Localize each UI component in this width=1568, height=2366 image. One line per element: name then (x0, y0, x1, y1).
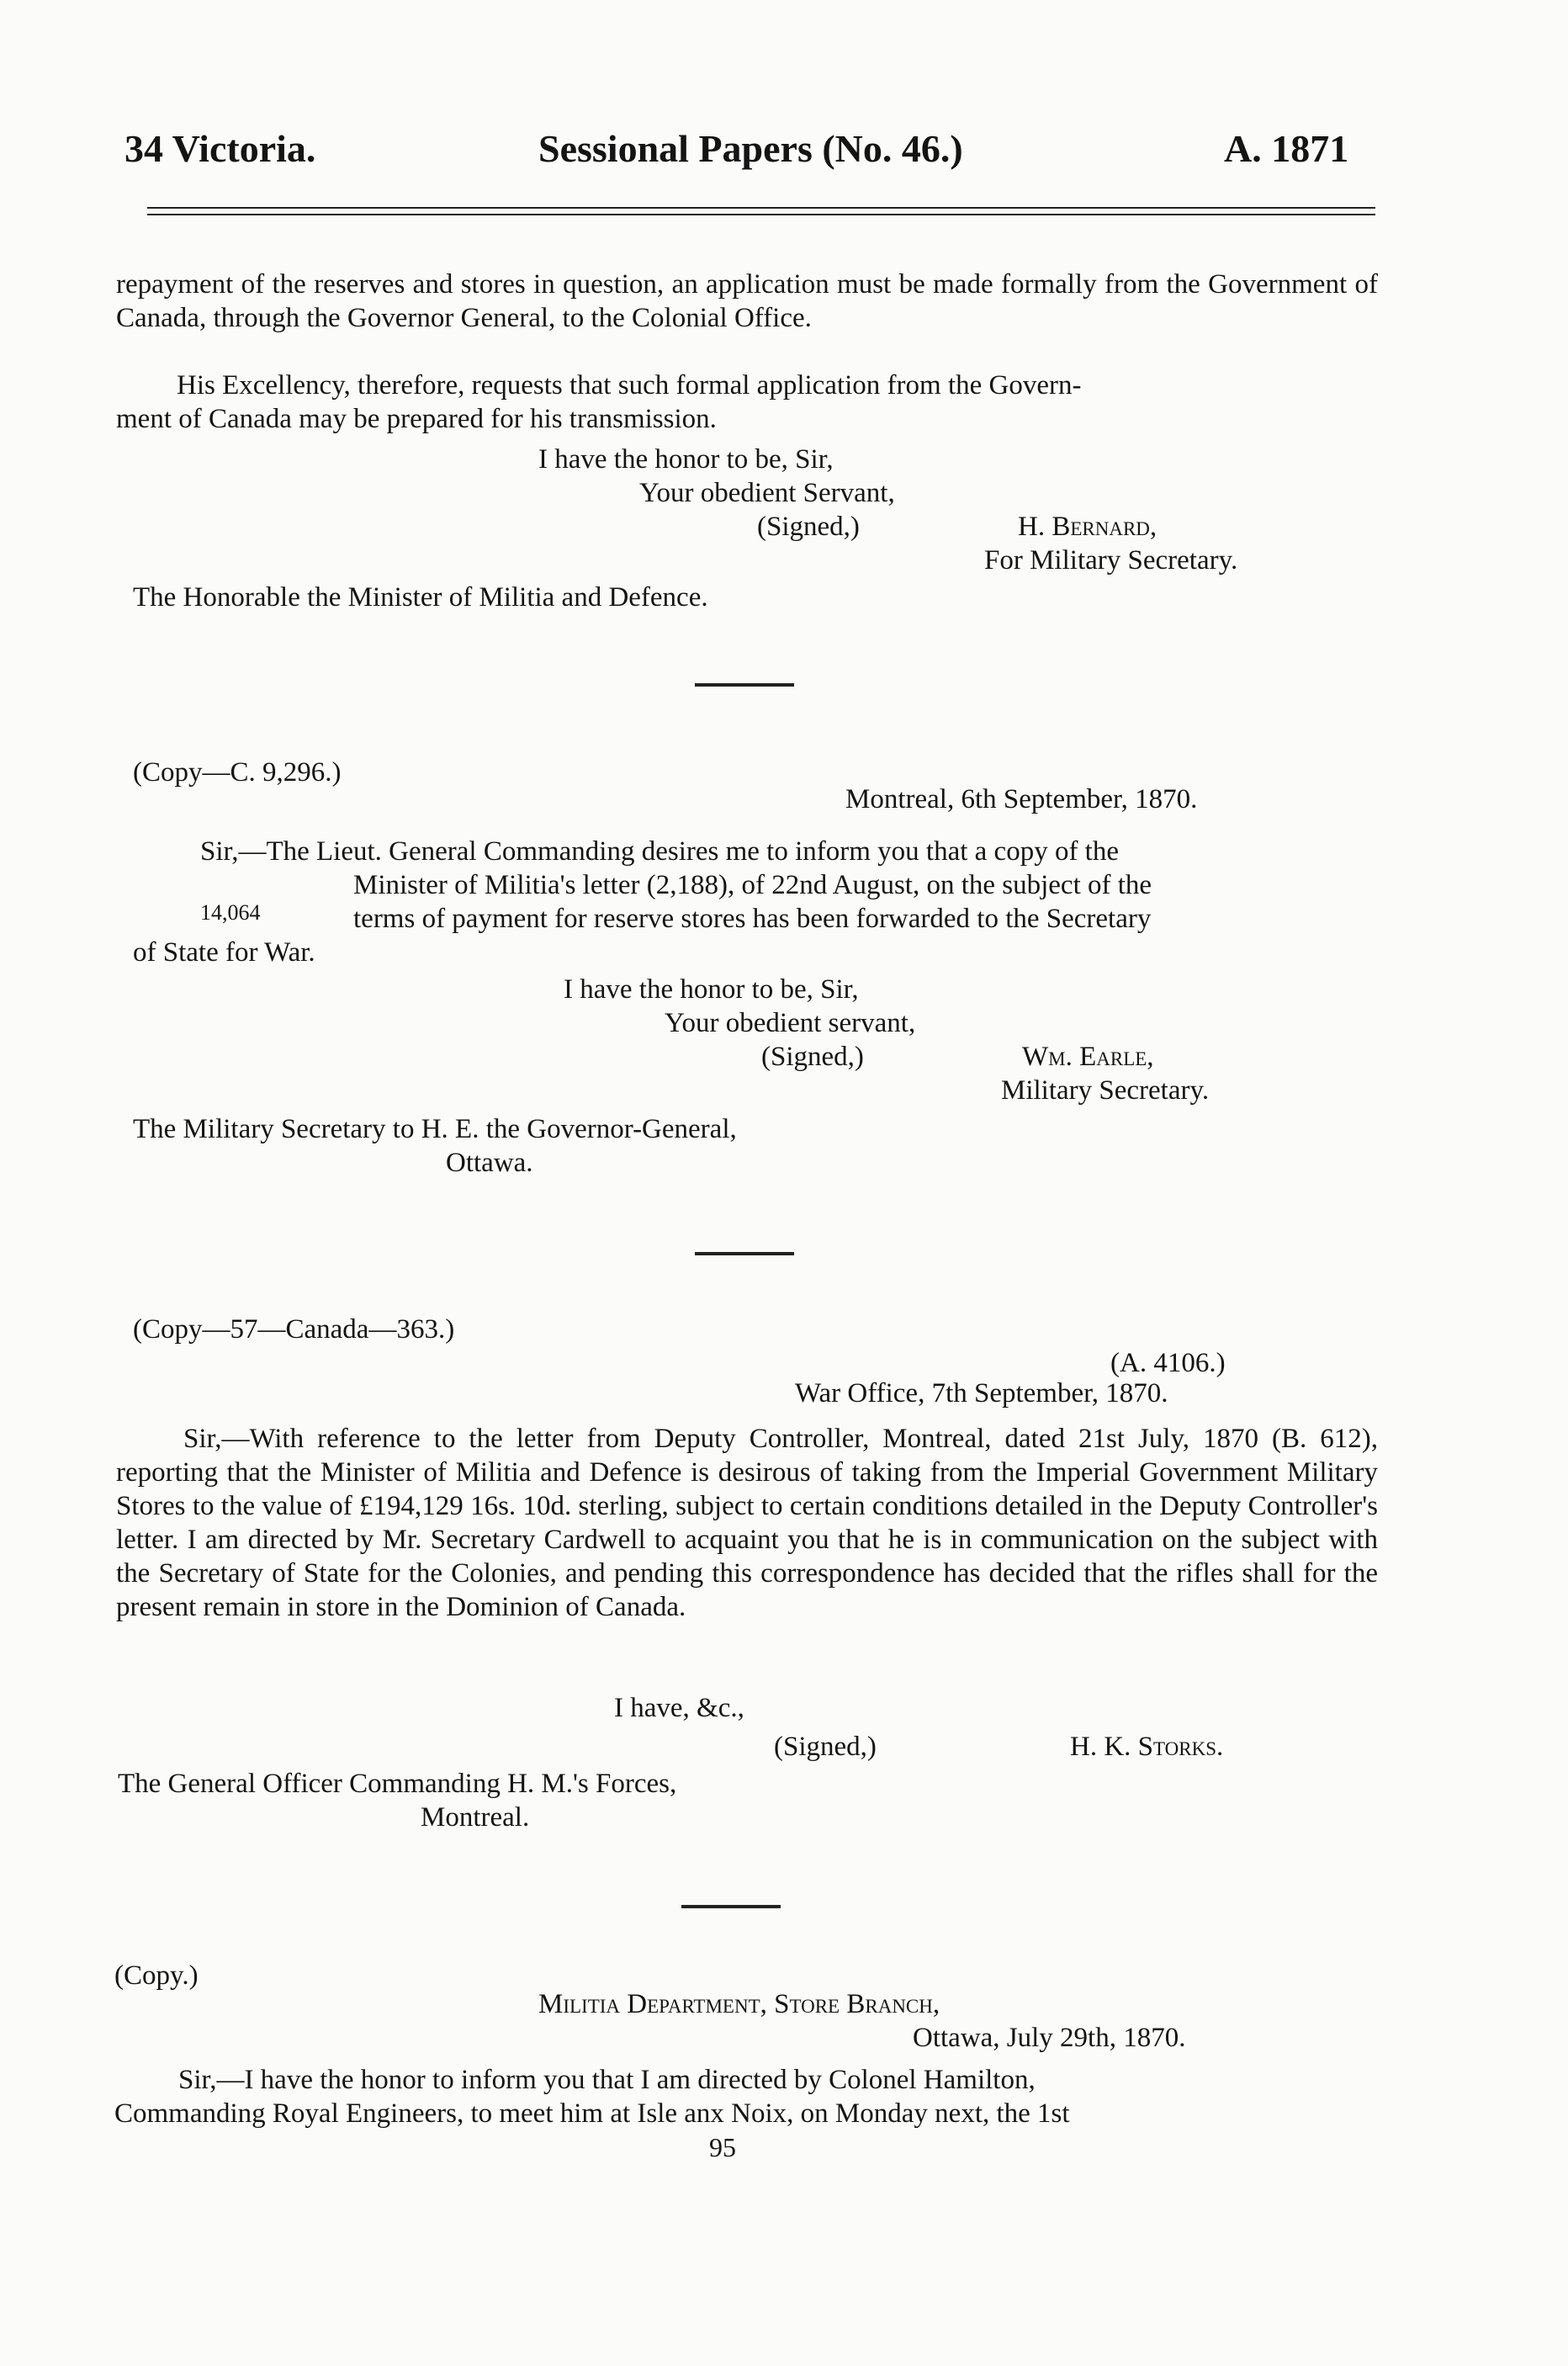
letter1-addressee: The Honorable the Minister of Militia and Defence. (133, 582, 708, 613)
letter1-signer-title: For Military Secretary. (984, 545, 1238, 576)
letter4-department: Militia Department, Store Branch, (538, 1989, 940, 2019)
letter2-margin-number: 14,064 (200, 900, 261, 925)
letter2-signer-title: Military Secretary. (1001, 1075, 1210, 1106)
letter1-closing-2: Your obedient Servant, (639, 478, 895, 508)
letter4-copy-ref: (Copy.) (114, 1960, 199, 1991)
letter1-para2-line1: His Excellency, therefore, requests that such formal application from the Govern- (177, 370, 1082, 401)
letter2-signer: Wm. Earle, (1022, 1042, 1154, 1072)
header-center: Sessional Papers (No. 46.) (538, 127, 963, 170)
letter2-addressee-1: The Military Secretary to H. E. the Governor-General, (133, 1114, 737, 1144)
section-separator (695, 1252, 794, 1255)
letter3-addressee-2: Montreal. (421, 1802, 530, 1833)
letter4-line1: Sir,—I have the honor to inform you that I am directed by Colonel Hamilton, (178, 2065, 1036, 2095)
letter4-place-date: Ottawa, July 29th, 1870. (913, 2023, 1186, 2053)
letter2-closing-1: I have the honor to be, Sir, (564, 974, 859, 1005)
letter2-line3: terms of payment for reserve stores has been forwarded to the Secretary (353, 904, 1152, 934)
letter2-line4: of State for War. (133, 937, 315, 968)
letter2-closing-2: Your obedient servant, (665, 1008, 916, 1038)
letter2-place-date: Montreal, 6th September, 1870. (845, 784, 1198, 814)
letter2-copy-ref: (Copy—C. 9,296.) (133, 757, 342, 788)
letter2-line1: Sir,—The Lieut. General Commanding desires me to inform you that a copy of the (200, 836, 1119, 867)
letter3-body: Sir,—With reference to the letter from Deputy Controller, Montreal, dated 21st July, 1870 (B. 612), reporting that the Minister of Militia and Defence is desirous of taking from the Imperial Government Military Stores to the value of £194,129 16s. 10d. sterling, subject to certain conditions detailed in the Deputy Controller's letter. I am directed by Mr. Secretary Cardwell to acquaint you that he is in communication on the subject with the Secretary of State for the Colonies, and pending this correspondence has decided that the rifles shall for the present remain in store in the Dominion of Canada. (116, 1424, 1378, 1622)
letter4-line2: Commanding Royal Engineers, to meet him at Isle anx Noix, on Monday next, the 1st (114, 2098, 1070, 2129)
letter1-signer: H. Bernard, (1018, 512, 1157, 542)
section-separator (695, 683, 794, 687)
letter2-line2: Minister of Militia's letter (2,188), of 22nd August, on the subject of the (353, 870, 1152, 900)
letter3-closing: I have, &c., (614, 1693, 744, 1723)
letter1-closing-1: I have the honor to be, Sir, (538, 444, 834, 475)
letter2-signed: (Signed,) (761, 1042, 864, 1072)
letter3-addressee-1: The General Officer Commanding H. M.'s Forces, (118, 1769, 677, 1799)
header-rule-bottom (147, 214, 1375, 215)
letter3-copy-ref: (Copy—57—Canada—363.) (133, 1314, 455, 1345)
header-left: 34 Victoria. (124, 127, 316, 170)
header-rule-top (147, 207, 1375, 209)
letter2-addressee-2: Ottawa. (446, 1148, 533, 1178)
letter1-signed: (Signed,) (757, 512, 860, 542)
page-number: 95 (709, 2132, 736, 2162)
letter1-para1: repayment of the reserves and stores in question, an application must be made formally from the Government of Canada, through the Governor General, to the Colonial Office. (116, 269, 1378, 333)
letter3-reference: (A. 4106.) (1110, 1348, 1226, 1378)
letter3-signer: H. K. Storks. (1070, 1732, 1224, 1762)
letter3-place-date: War Office, 7th September, 1870. (795, 1378, 1168, 1408)
letter1-para2-line2: ment of Canada may be prepared for his transmission. (116, 404, 717, 434)
header-right: A. 1871 (1224, 127, 1349, 170)
section-separator (681, 1905, 781, 1908)
letter3-signed: (Signed,) (774, 1732, 877, 1762)
